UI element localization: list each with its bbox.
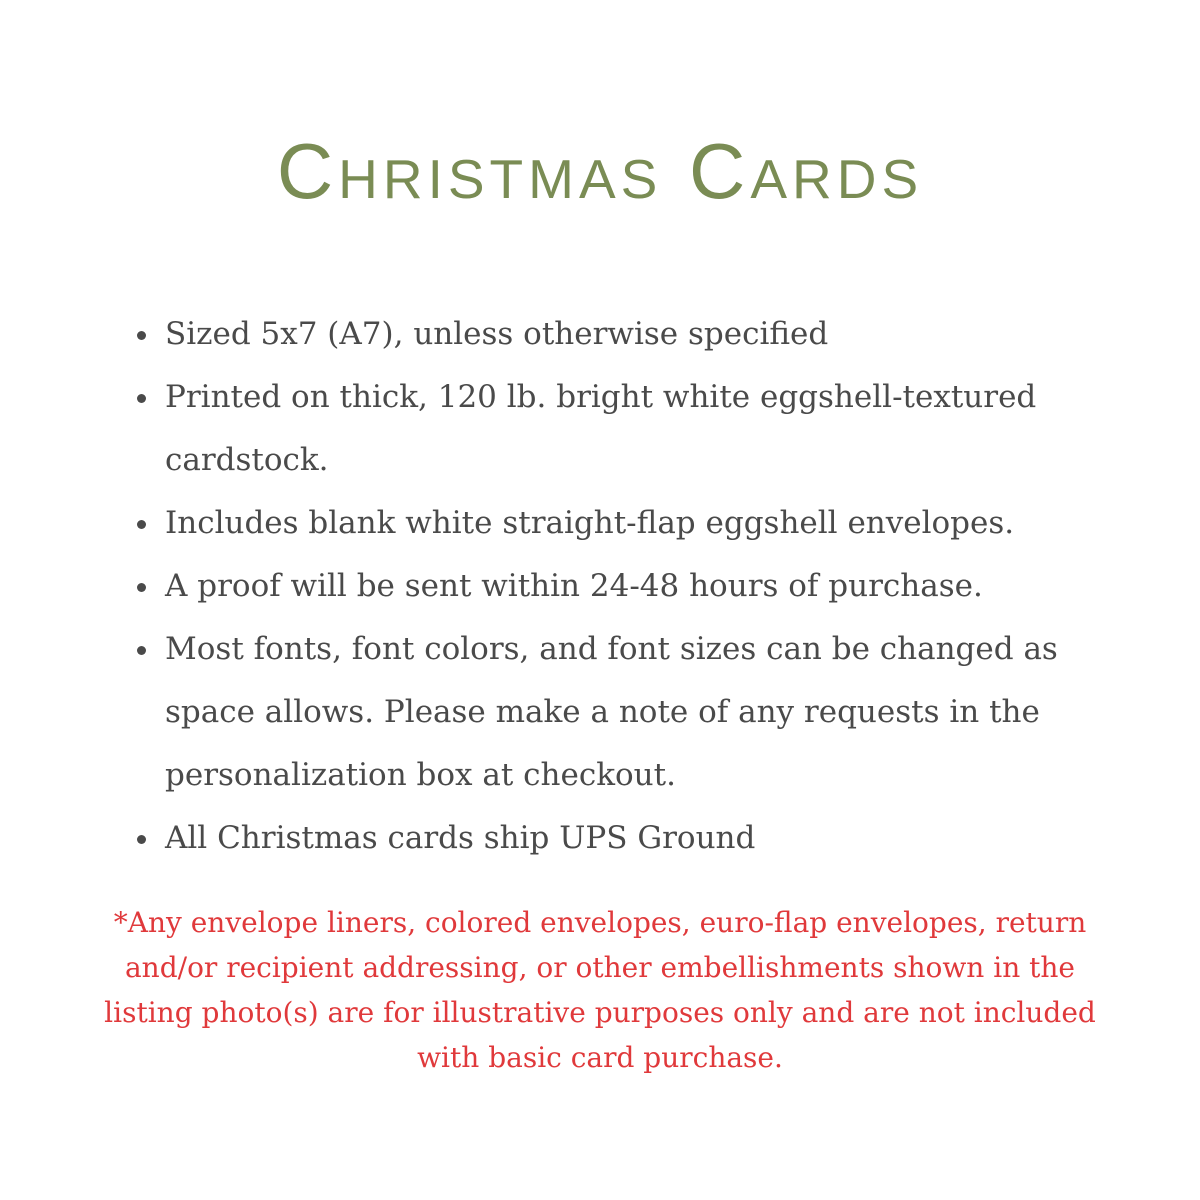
list-item xyxy=(137,618,1147,807)
list-item-text: Sized 5x7 (A7), unless otherwise specified xyxy=(165,316,829,352)
list-item xyxy=(137,807,1147,870)
bullet-icon xyxy=(137,331,146,340)
list-item xyxy=(137,492,1147,555)
list-item-text: Includes blank white straight-flap eggshell envelopes. xyxy=(165,505,1015,541)
bullet-icon xyxy=(137,394,146,403)
list-item-text: Most fonts, font colors, and font sizes can be changed as space allows. Please make a note of any requests in the personalization box at checkout. xyxy=(165,631,1058,793)
bullet-icon xyxy=(137,835,146,844)
list-item xyxy=(137,303,1147,366)
bullet-icon xyxy=(137,583,146,592)
list-item-text: A proof will be sent within 24-48 hours of purchase. xyxy=(165,568,983,604)
list-item xyxy=(137,555,1147,618)
list-item-text: Printed on thick, 120 lb. bright white eggshell-textured cardstock. xyxy=(165,379,1037,478)
list-item-text: All Christmas cards ship UPS Ground xyxy=(165,820,756,856)
disclaimer-note: *Any envelope liners, colored envelopes, euro-flap envelopes, return and/or recipient addressing, or other embellishments shown in the listing photo(s) are for illustrative purposes only and are not included with basic card purchase. xyxy=(104,906,1096,1074)
page-title: Christmas Cards xyxy=(276,127,924,215)
list-item xyxy=(137,366,1147,492)
feature-list xyxy=(137,303,1147,870)
bullet-icon xyxy=(137,520,146,529)
bullet-icon xyxy=(137,646,146,655)
